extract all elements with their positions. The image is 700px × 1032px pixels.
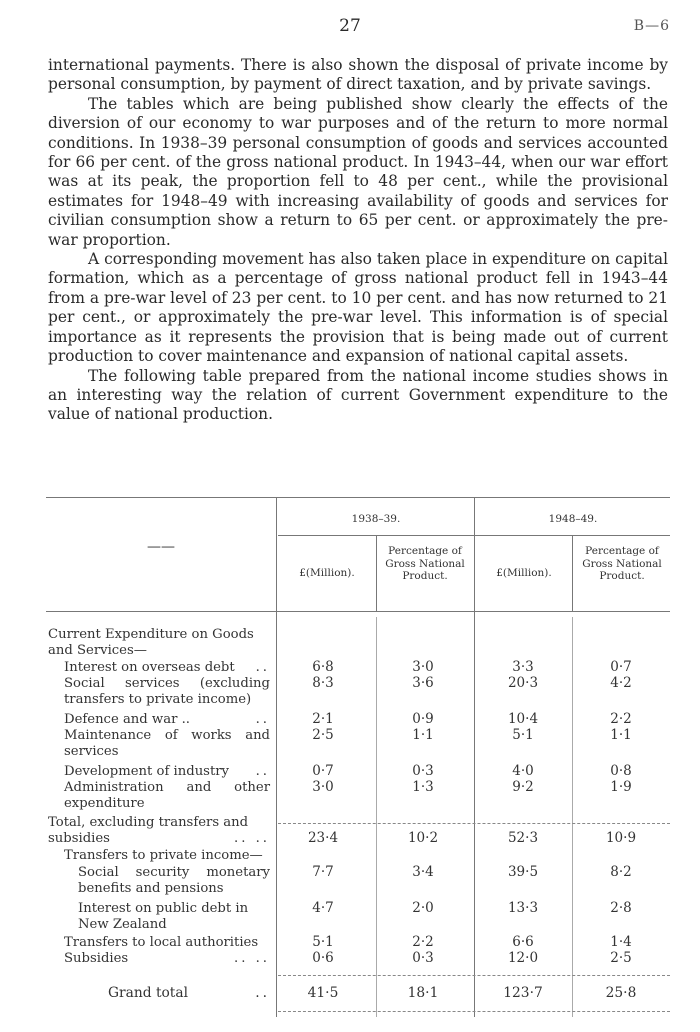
- cell-social-security-1948-million: 39·5: [507, 864, 539, 880]
- row-label-total-excluding: [48, 815, 270, 846]
- row-label-maintenance: Maintenance of works and services: [64, 728, 270, 759]
- row-label-development: [64, 764, 270, 780]
- subtotal-rule: [278, 823, 670, 824]
- row-label-text: Defence and war ..: [64, 712, 190, 727]
- cell-subsidies-1938-pct: 0·3: [412, 950, 434, 966]
- cell-development-1938-pct: 0·3: [412, 763, 434, 779]
- col-divider-3-header: [572, 535, 573, 611]
- cell-subsidies-1948-million: 12·0: [507, 950, 539, 966]
- paragraph-3: A corresponding movement has also taken place in expenditure on capital formation, which as a percentage of gross national product fell in 1943–44 from a pre-war level of 23 per cent. to 10 per cent. and has now returned to 21 per cent., or approximately the pre-war level. This information is of special importance as it represents the provision that is being made out of current production to cover maintenance and expansion of national capital assets.: [48, 250, 668, 366]
- cell-social-services-1948-million: 20·3: [507, 675, 539, 691]
- cell-administration-1948-pct: 1·9: [610, 779, 632, 795]
- cell-administration-1938-million: 3·0: [312, 779, 334, 795]
- cell-social-services-1938-pct: 3·6: [412, 675, 434, 691]
- leader-dots: ..: [255, 660, 270, 675]
- col-divider-3: [572, 617, 573, 1017]
- row-label-grand-total: [108, 986, 270, 1002]
- grand-total-top-rule: [278, 975, 670, 976]
- row-label-text: Interest on overseas debt: [64, 660, 235, 675]
- row-label-social-security: Social security monetary benefits and pensions: [78, 865, 270, 896]
- stub-divider: [276, 497, 277, 1017]
- cell-interest-overseas-1938-million: 6·8: [312, 659, 334, 675]
- col-divider-1-header: [376, 535, 377, 611]
- section-transfers-private-income: Transfers to private income—: [64, 848, 263, 863]
- cell-administration-1938-pct: 1·3: [412, 779, 434, 795]
- cell-defence-1938-million: 2·1: [312, 711, 334, 727]
- cell-interest-overseas-1948-million: 3·3: [512, 659, 534, 675]
- row-label-defence: [64, 712, 270, 728]
- cell-total-excluding-1948-pct: 10·9: [605, 830, 637, 846]
- cell-local-authorities-1948-pct: 1·4: [610, 934, 632, 950]
- cell-interest-public-1948-pct: 2·8: [610, 900, 632, 916]
- section-current-expenditure: Current Expenditure on Goods and Services—: [48, 627, 254, 658]
- cell-defence-1938-pct: 0·9: [412, 711, 434, 727]
- cell-interest-overseas-1948-pct: 0·7: [610, 659, 632, 675]
- cell-maintenance-1948-pct: 1·1: [610, 727, 632, 743]
- percent-header-1948: Percentage of Gross National Product.: [582, 545, 662, 582]
- cell-grand-total-1938-million: 41·5: [307, 985, 339, 1001]
- cell-grand-total-1948-pct: 25·8: [605, 985, 637, 1001]
- leader-dots: ..: [255, 764, 270, 779]
- leader-dots: ..: [255, 712, 270, 727]
- cell-interest-public-1948-million: 13·3: [507, 900, 539, 916]
- row-label-text: Grand total: [108, 985, 188, 1001]
- row-label-text: Subsidies: [64, 951, 129, 966]
- cell-defence-1948-million: 10·4: [507, 711, 539, 727]
- cell-subsidies-1938-million: 0·6: [312, 950, 334, 966]
- row-label-local-authorities: Transfers to local authorities: [64, 935, 259, 950]
- cell-defence-1948-pct: 2·2: [610, 711, 632, 727]
- cell-social-security-1948-pct: 8·2: [610, 864, 632, 880]
- million-header-1948: £(Million).: [496, 567, 552, 579]
- col-divider-1: [376, 617, 377, 1017]
- page-header: [0, 16, 700, 40]
- grand-total-bottom-rule: [278, 1011, 670, 1012]
- cell-interest-overseas-1938-pct: 3·0: [412, 659, 434, 675]
- year-1938-header: 1938–39.: [351, 513, 401, 525]
- row-label-text: Development of industry: [64, 764, 230, 779]
- cell-maintenance-1938-pct: 1·1: [412, 727, 434, 743]
- leader-dots: .. ..: [234, 951, 270, 966]
- page-code: B—6: [633, 18, 670, 34]
- cell-social-security-1938-million: 7·7: [312, 864, 334, 880]
- cell-maintenance-1948-million: 5·1: [512, 727, 534, 743]
- cell-development-1948-pct: 0·8: [610, 763, 632, 779]
- cell-subsidies-1948-pct: 2·5: [610, 950, 632, 966]
- cell-grand-total-1948-million: 123·7: [503, 985, 543, 1001]
- percent-header-1938: Percentage of Gross National Product.: [385, 545, 465, 582]
- cell-total-excluding-1938-million: 23·4: [307, 830, 339, 846]
- expenditure-table: [46, 497, 670, 1017]
- cell-total-excluding-1948-million: 52·3: [507, 830, 539, 846]
- year-divider: [474, 497, 475, 1017]
- stub-header: ——: [147, 539, 175, 555]
- cell-development-1938-million: 0·7: [312, 763, 334, 779]
- paragraph-1: international payments. There is also shown the disposal of private income by personal consumption, by payment of direct taxation, and by private savings.: [48, 56, 668, 94]
- paragraph-2: The tables which are being published show clearly the effects of the diversion of our economy to war purposes and of the return to more normal conditions. In 1938–39 personal consumption of goods and services accounted for 66 per cent. of the gross national product. In 1943–44, when our war effort was at its peak, the proportion fell to 48 per cent., while the provisional estimates for 1948–49 with increasing availability of goods and services for civilian consumption show a return to 65 per cent. or approximately the pre-war proportion.: [48, 94, 668, 249]
- row-label-administration: Administration and other expenditure: [64, 780, 270, 811]
- table-top-rule: [46, 497, 670, 498]
- leader-dots: ..: [255, 985, 270, 1001]
- cell-administration-1948-million: 9·2: [512, 779, 534, 795]
- row-label-social-services: Social services (excluding transfers to private income): [64, 676, 270, 707]
- header-bottom-rule: [46, 611, 670, 612]
- row-label-text: Total, excluding transfers and subsidies: [48, 815, 249, 846]
- cell-interest-public-1938-pct: 2·0: [412, 900, 434, 916]
- body-text: [48, 56, 668, 425]
- cell-social-services-1938-million: 8·3: [312, 675, 334, 691]
- page-number: 27: [339, 16, 361, 36]
- cell-interest-public-1938-million: 4·7: [312, 900, 334, 916]
- paragraph-4: The following table prepared from the national income studies shows in an interesting way the relation of current Government expenditure to the value of national production.: [48, 366, 668, 424]
- row-label-interest-overseas: [64, 660, 270, 676]
- cell-grand-total-1938-pct: 18·1: [407, 985, 439, 1001]
- cell-local-authorities-1938-million: 5·1: [312, 934, 334, 950]
- cell-development-1948-million: 4·0: [512, 763, 534, 779]
- leader-dots: .. ..: [234, 830, 270, 846]
- cell-local-authorities-1948-million: 6·6: [512, 934, 534, 950]
- million-header-1938: £(Million).: [299, 567, 355, 579]
- cell-maintenance-1938-million: 2·5: [312, 727, 334, 743]
- year-1948-header: 1948–49.: [548, 513, 598, 525]
- cell-social-services-1948-pct: 4·2: [610, 675, 632, 691]
- cell-social-security-1938-pct: 3·4: [412, 864, 434, 880]
- cell-total-excluding-1938-pct: 10·2: [407, 830, 439, 846]
- cell-local-authorities-1938-pct: 2·2: [412, 934, 434, 950]
- row-label-subsidies: [64, 951, 270, 967]
- row-label-interest-public-debt: Interest on public debt in New Zealand: [78, 901, 249, 932]
